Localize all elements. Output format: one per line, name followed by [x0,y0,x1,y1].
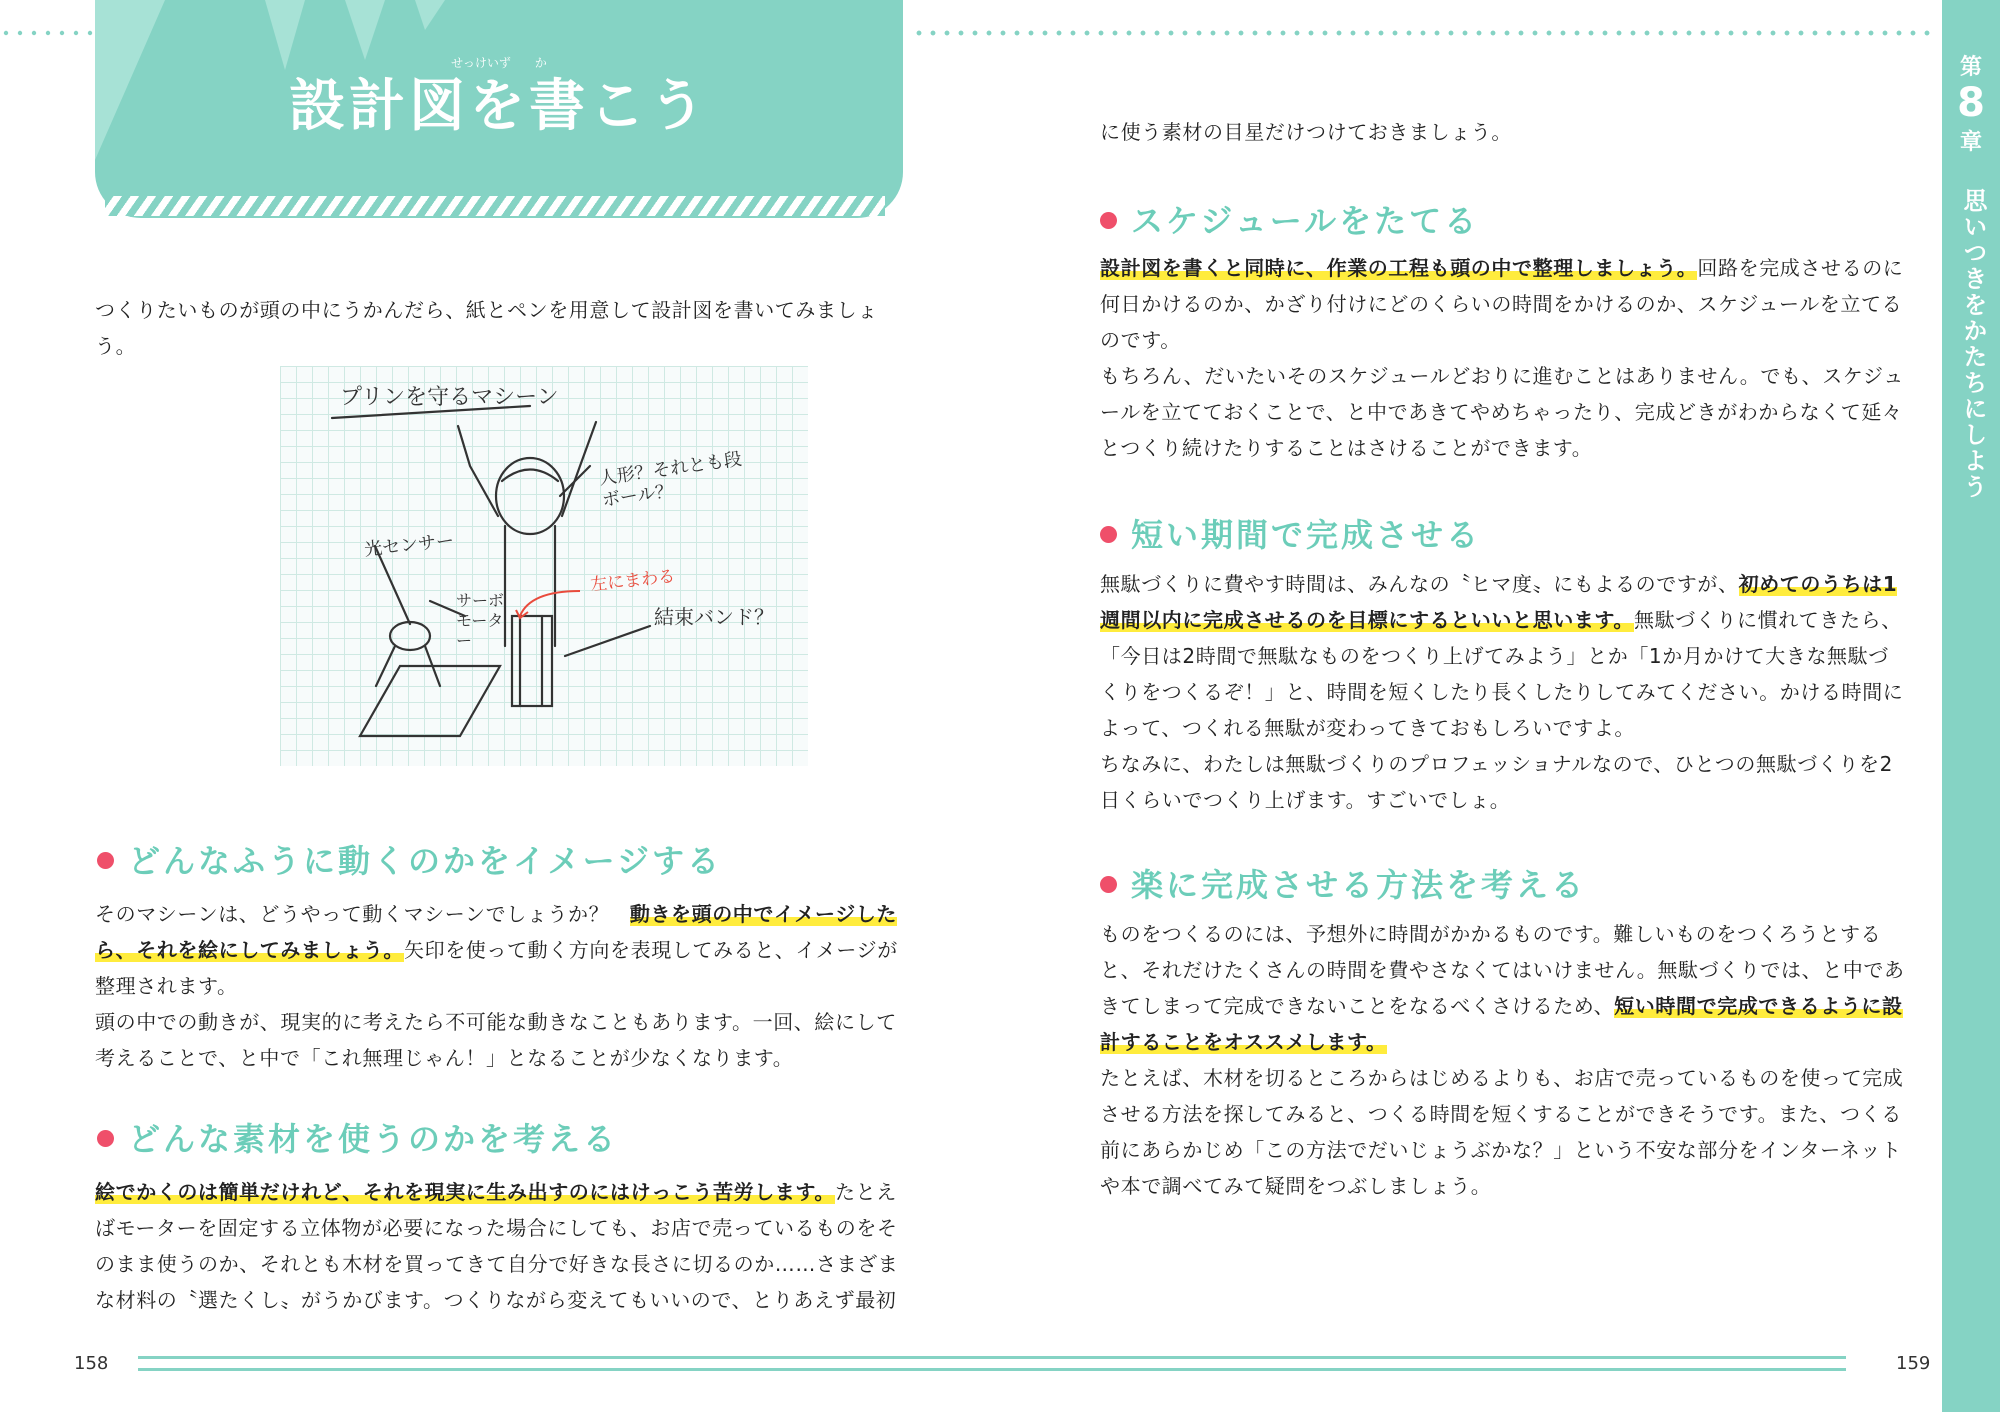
sketch-label-doll: 人形？それとも段ボール？ [597,448,744,512]
short-period-paragraph-1 [1100,566,1908,746]
section-heading-short-period [1100,510,1481,556]
section-heading-schedule [1100,196,1479,242]
title-ruby: せっけいず か [451,56,547,70]
chapter-number: 8 [1957,80,1985,126]
blueprint-sketch [280,366,808,766]
chapter-suffix: 章 [1959,130,1982,155]
title-stripes [105,196,885,216]
chapter-prefix: 第 [1959,55,1982,80]
footer-rule-top [138,1356,1846,1359]
footer-rule-bottom [138,1368,1846,1371]
bullet-dot [97,852,114,869]
text-span: 無駄づくりに慣れてきたら、「今日は2時間で無駄なものをつくり上げてみよう」とか「1か月かけて大きな無駄づくりをつくるぞ！」と、時間を短くしたり長くしたりしてみてください。かける時間によって、つくれる無駄が変わってきておもしろいですよ。 [1100,608,1904,740]
section-heading-movement [97,836,722,882]
chapter-side-tab [1942,0,2000,1412]
sketch-label-servo: サーボモーター [456,591,505,650]
text-span: そのマシーンは、どうやって動くマシーンでしょうか？ [95,902,630,926]
materials-paragraph [95,1174,903,1318]
sketch-label-band: 結束バンド？ [654,605,774,629]
intro-paragraph: つくりたいものが頭の中にうかんだら、紙とペンを用意して設計図を書いてみましょう。 [95,298,878,358]
text-span: たとえばモーターを固定する立体物が必要になった場合にしても、お店で売っているものをそのまま使うのか、それとも木材を買ってきて自分で好きな長さに切るのか……さまざまな材料の〝選たくし〟がうかびます。つくりながら変えてもいいので、とりあえず最初 [95,1180,899,1312]
page-number-right: 159 [1896,1353,1931,1374]
schedule-paragraph-1 [1100,250,1908,358]
top-dotted-line-left [0,30,95,36]
easy-method-paragraph-1 [1100,916,1908,1060]
chapter-title: 思いつきをかたちにしよう [1959,188,1987,500]
heading-text: スケジュールをたてる [1131,202,1480,240]
heading-text: 短い期間で完成させる [1131,516,1482,554]
short-period-paragraph-2: ちなみに、わたしは無駄づくりのプロフェッショナルなので、ひとつの無駄づくりを2日くらいでつくり上げます。すごいでしょ。 [1100,752,1893,812]
highlight-text: 短い時間で完成できるように設計することをオススメします。 [1100,994,1903,1054]
highlight-text: 絵でかくのは簡単だけれど、それを現実に生み出すのにはけっこう苦労します。 [95,1180,835,1204]
schedule-paragraph-2: もちろん、だいたいそのスケジュールどおりに進むことはありません。でも、スケジュールを立てておくことで、と中であきてやめちゃったり、完成どきがわからなくて延々とつくり続けたりすることはさけることができます。 [1100,364,1904,460]
heading-text: 楽に完成させる方法を考える [1131,866,1587,904]
bullet-dot [1100,876,1117,893]
movement-paragraph-2: 頭の中での動きが、現実的に考えたら不可能な動きなこともあります。一回、絵にして考えることで、と中で「これ無理じゃん！」となることが少なくなります。 [95,1010,897,1070]
section-heading-materials [97,1114,618,1160]
page-number-left: 158 [74,1353,109,1374]
highlight-text: 動きを頭の中でイメージしたら、それを絵にしてみましょう。 [95,902,898,962]
heading-text: どんな素材を使うのかを考える [128,1120,619,1158]
continued-paragraph: に使う素材の目星だけつけておきましょう。 [1100,120,1512,144]
page-title: 設計図を書こう [289,74,709,139]
easy-method-paragraph-2: たとえば、木材を切るところからはじめるよりも、お店で売っているものを使って完成させる方法を探してみると、つくる時間を短くすることができそうです。また、つくる前にあらかじめ「この方法でだいじょうぶかな？」という不安な部分をインターネットや本で調べてみて疑問をつぶしましょう。 [1100,1066,1904,1198]
sketch-label-light: 光センサー [363,530,456,561]
highlight-text: 設計図を書くと同時に、作業の工程も頭の中で整理しましょう。 [1100,256,1698,280]
sketch-drawing [280,366,808,766]
heading-text: どんなふうに動くのかをイメージする [128,842,723,880]
title-banner [95,0,903,218]
sketch-title: プリンを守るマシーン [340,385,559,410]
bullet-dot [1100,526,1117,543]
chapter-label [1942,50,2000,156]
text-span: 矢印を使って動く方向を表現してみると、イメージが整理されます。 [95,938,898,998]
top-dotted-line-right [912,30,1937,36]
section-heading-easy-method [1100,860,1586,906]
movement-paragraph-1 [95,896,903,1004]
text-span: 無駄づくりに費やす時間は、みんなの〝ヒマ度〟にもよるのですが、 [1100,572,1739,596]
text-span: ものをつくるのには、予想外に時間がかかるものです。難しいものをつくろうとすると、それだけたくさんの時間を費やさなくてはいけません。無駄づくりでは、と中であきてしまって完成できないことをなるべくさけるため、 [1100,922,1905,1018]
sketch-label-rotate: 左にまわる [589,566,677,596]
bullet-dot [1100,212,1117,229]
text-span: 回路を完成させるのに何日かけるのか、かざり付けにどのくらいの時間をかけるのか、スケジュールを立てるのです。 [1100,256,1904,352]
bullet-dot [97,1130,114,1147]
highlight-text: 初めてのうちは1週間以内に完成させるのを目標にするといいと思います。 [1100,572,1898,632]
